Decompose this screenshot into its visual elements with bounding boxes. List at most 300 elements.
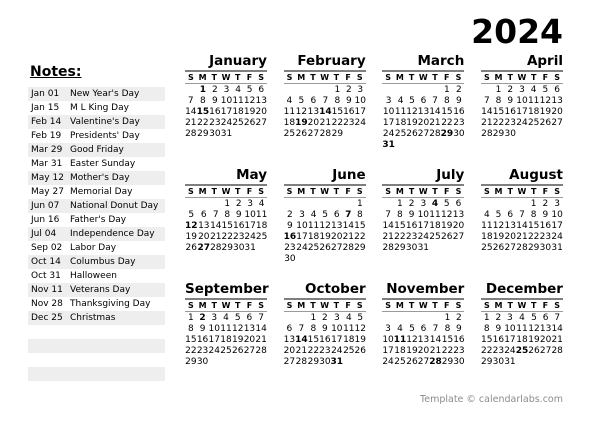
day-cell: 6 — [246, 313, 253, 323]
day-cell: 15 — [331, 107, 344, 117]
day-cell: 1 — [495, 85, 502, 95]
empty-day-cell — [308, 199, 320, 210]
day-cell: 17 — [551, 221, 563, 231]
day-cell: 8 — [357, 210, 363, 220]
day-cell: 17 — [296, 232, 308, 242]
day-cell: 24 — [382, 357, 394, 367]
day-cell: 18 — [307, 232, 320, 242]
empty-day-cell — [382, 313, 393, 324]
day-cell: 24 — [417, 232, 430, 242]
weekday-label: T — [234, 73, 241, 82]
month-title: July — [436, 167, 465, 183]
month-title: March — [417, 53, 465, 69]
day-cell: 4 — [397, 96, 404, 106]
day-cell: 27 — [307, 129, 320, 139]
month-title: December — [485, 281, 563, 297]
weekday-label: W — [221, 301, 231, 310]
day-cell: 15 — [394, 221, 406, 231]
day-cell: 31 — [244, 243, 256, 253]
empty-day-cell — [319, 85, 332, 96]
holiday-day-cell: 14 — [295, 335, 308, 345]
note-date: May 12 — [31, 173, 64, 183]
month-september — [185, 282, 267, 368]
note-row-empty — [28, 353, 165, 367]
weekday-header — [382, 70, 464, 84]
day-cell: 27 — [330, 243, 343, 253]
day-cell: 24 — [208, 346, 220, 356]
weekday-label: T — [530, 187, 537, 196]
empty-day-cell — [296, 199, 308, 210]
empty-day-cell — [429, 85, 440, 96]
empty-day-cell — [244, 357, 256, 368]
day-cell: 22 — [492, 118, 505, 128]
weekday-label: W — [418, 301, 428, 310]
weekday-label: W — [320, 301, 330, 310]
weekday-label: T — [507, 301, 513, 310]
day-cell: 29 — [527, 243, 540, 253]
day-cell: 13 — [255, 96, 267, 106]
day-cell: 8 — [310, 324, 317, 334]
day-cell: 23 — [319, 346, 331, 356]
day-cell: 14 — [481, 107, 493, 117]
day-cell: 9 — [199, 324, 206, 334]
day-cell: 8 — [397, 210, 403, 220]
empty-day-cell — [406, 313, 417, 324]
day-cell: 7 — [554, 313, 561, 323]
day-cell: 2 — [345, 85, 352, 95]
day-cell: 8 — [224, 210, 231, 220]
day-cell: 11 — [220, 324, 232, 334]
note-row — [28, 255, 165, 269]
day-cell: 8 — [444, 96, 450, 106]
empty-day-cell — [343, 254, 355, 265]
day-cell: 21 — [429, 118, 441, 128]
day-cell: 5 — [357, 313, 364, 323]
day-cell: 18 — [220, 335, 232, 345]
day-cell: 22 — [354, 232, 366, 242]
holiday-day-cell: 15 — [196, 107, 210, 117]
weekday-label: F — [246, 301, 253, 310]
year-title: 2024 — [471, 12, 563, 51]
day-cell: 30 — [504, 129, 516, 139]
day-cell: 14 — [551, 324, 563, 334]
weekday-label: M — [198, 187, 207, 196]
day-cell: 14 — [342, 221, 355, 231]
day-cell: 21 — [382, 232, 394, 242]
day-cell: 28 — [319, 129, 332, 139]
weekday-label: T — [432, 301, 438, 310]
empty-day-cell — [516, 199, 528, 210]
day-cell: 24 — [331, 346, 343, 356]
day-cell: 20 — [330, 232, 343, 242]
dates-grid — [481, 85, 563, 140]
day-cell: 10 — [504, 324, 516, 334]
weekday-label: T — [507, 73, 513, 82]
day-cell: 18 — [394, 346, 406, 356]
weekday-label: W — [221, 73, 231, 82]
weekday-header — [284, 70, 366, 84]
day-cell: 19 — [492, 232, 505, 242]
day-cell: 9 — [345, 96, 352, 106]
empty-day-cell — [406, 140, 417, 151]
weekday-label: S — [187, 301, 194, 310]
day-cell: 1 — [530, 199, 537, 209]
day-cell: 7 — [483, 96, 490, 106]
day-cell: 10 — [296, 221, 308, 231]
day-cell: 24 — [296, 243, 308, 253]
day-cell: 5 — [409, 324, 415, 334]
weekday-label: F — [444, 301, 450, 310]
weekday-label: W — [418, 73, 428, 82]
empty-day-cell — [284, 199, 297, 210]
weekday-label: M — [395, 73, 404, 82]
day-cell: 1 — [444, 313, 451, 323]
day-cell: 6 — [554, 85, 560, 95]
notes-table — [28, 87, 168, 381]
weekday-label: W — [320, 187, 330, 196]
month-title: September — [185, 281, 269, 297]
note-row — [28, 297, 165, 311]
day-cell: 25 — [394, 129, 407, 139]
day-cell: 22 — [481, 346, 493, 356]
footer-credit[interactable]: Template © calendarlabs.com — [420, 394, 563, 405]
dates-grid — [382, 199, 464, 254]
weekday-label: T — [408, 301, 415, 310]
month-march — [382, 54, 464, 151]
day-cell: 26 — [539, 118, 552, 128]
empty-day-cell — [528, 129, 540, 140]
day-cell: 31 — [551, 243, 563, 253]
weekday-label: T — [432, 73, 438, 82]
day-cell: 20 — [255, 107, 267, 117]
day-cell: 9 — [507, 96, 514, 106]
month-august — [481, 168, 563, 254]
note-holiday-name: National Donut Day — [70, 201, 159, 211]
day-cell: 17 — [382, 346, 394, 356]
day-cell: 25 — [527, 118, 540, 128]
holiday-day-cell: 27 — [197, 243, 211, 253]
day-cell: 29 — [354, 243, 366, 253]
day-cell: 28 — [382, 243, 394, 253]
day-cell: 24 — [504, 346, 516, 356]
day-cell: 26 — [319, 243, 331, 253]
day-cell: 2 — [495, 313, 502, 323]
weekday-label: M — [198, 73, 207, 82]
note-row — [28, 241, 165, 255]
day-cell: 15 — [221, 221, 233, 231]
holiday-day-cell: 12 — [185, 221, 198, 231]
day-cell: 28 — [185, 129, 197, 139]
day-cell: 20 — [283, 346, 296, 356]
day-cell: 21 — [516, 232, 528, 242]
day-cell: 26 — [492, 243, 505, 253]
day-cell: 25 — [307, 243, 320, 253]
empty-day-cell — [343, 357, 354, 368]
empty-day-cell — [540, 129, 552, 140]
empty-day-cell — [255, 129, 267, 140]
weekday-label: F — [542, 301, 549, 310]
day-cell: 1 — [310, 313, 317, 323]
month-title: April — [526, 53, 563, 69]
day-cell: 12 — [528, 324, 540, 334]
day-cell: 16 — [405, 221, 418, 231]
day-cell: 28 — [516, 243, 528, 253]
day-cell: 31 — [417, 243, 430, 253]
day-cell: 15 — [441, 335, 454, 345]
day-cell: 3 — [223, 85, 230, 95]
weekday-header — [284, 298, 366, 312]
day-cell: 26 — [528, 346, 540, 356]
day-cell: 13 — [551, 96, 563, 106]
weekday-label: S — [483, 73, 490, 82]
day-cell: 7 — [298, 324, 305, 334]
day-cell: 19 — [406, 346, 418, 356]
day-cell: 3 — [507, 313, 513, 323]
month-december — [481, 282, 563, 368]
day-cell: 28 — [295, 357, 308, 367]
month-title: November — [386, 281, 465, 297]
day-cell: 12 — [354, 324, 366, 334]
dates-grid — [185, 85, 267, 140]
weekday-label: M — [494, 187, 503, 196]
day-cell: 22 — [307, 346, 320, 356]
empty-day-cell — [551, 357, 563, 368]
note-row — [28, 87, 165, 101]
day-cell: 12 — [243, 96, 256, 106]
day-cell: 25 — [394, 357, 406, 367]
note-row — [28, 157, 165, 171]
empty-day-cell — [481, 199, 493, 210]
dates-grid — [284, 313, 366, 368]
day-cell: 19 — [319, 232, 331, 242]
day-cell: 8 — [444, 324, 451, 334]
day-cell: 21 — [429, 346, 442, 356]
note-date: Jan 15 — [31, 103, 60, 113]
weekday-label: F — [542, 73, 549, 82]
empty-day-cell — [516, 129, 528, 140]
day-cell: 12 — [231, 324, 244, 334]
day-cell: 14 — [210, 221, 222, 231]
weekday-label: S — [554, 73, 560, 82]
weekday-label: F — [542, 187, 549, 196]
weekday-label: S — [286, 73, 293, 82]
weekday-label: T — [211, 73, 218, 82]
day-cell: 21 — [185, 118, 197, 128]
notes-heading: Notes: — [30, 64, 82, 80]
day-cell: 21 — [481, 118, 493, 128]
weekday-label: M — [494, 301, 503, 310]
day-cell: 3 — [247, 199, 254, 209]
day-cell: 22 — [527, 232, 540, 242]
holiday-day-cell: 28 — [429, 357, 442, 367]
day-cell: 7 — [187, 96, 194, 106]
empty-day-cell — [244, 129, 256, 140]
weekday-label: T — [333, 301, 340, 310]
day-cell: 20 — [417, 118, 430, 128]
day-cell: 5 — [409, 96, 415, 106]
weekday-label: M — [395, 301, 404, 310]
day-cell: 30 — [539, 243, 552, 253]
day-cell: 4 — [310, 210, 317, 220]
note-holiday-name: Father's Day — [70, 215, 127, 225]
day-cell: 29 — [331, 129, 344, 139]
day-cell: 21 — [551, 335, 563, 345]
day-cell: 17 — [417, 221, 430, 231]
day-cell: 19 — [528, 335, 540, 345]
day-cell: 23 — [232, 232, 245, 242]
weekday-header — [284, 184, 366, 198]
weekday-label: S — [554, 301, 560, 310]
day-cell: 3 — [333, 313, 340, 323]
day-cell: 6 — [420, 324, 427, 334]
day-cell: 1 — [483, 313, 490, 323]
empty-day-cell — [382, 199, 394, 210]
note-holiday-name: Mother's Day — [70, 173, 130, 183]
month-title: May — [236, 167, 267, 183]
day-cell: 9 — [287, 221, 293, 231]
day-cell: 4 — [235, 85, 241, 95]
weekday-label: T — [211, 187, 218, 196]
day-cell: 25 — [283, 129, 296, 139]
day-cell: 28 — [255, 346, 267, 356]
day-cell: 8 — [495, 96, 502, 106]
empty-day-cell — [429, 313, 442, 324]
day-cell: 11 — [429, 210, 441, 220]
empty-day-cell — [284, 85, 295, 96]
holiday-day-cell: 25 — [515, 346, 529, 356]
day-cell: 23 — [343, 118, 355, 128]
empty-day-cell — [418, 140, 429, 151]
weekday-header — [185, 184, 267, 198]
day-cell: 30 — [196, 357, 209, 367]
day-cell: 22 — [441, 346, 454, 356]
dates-grid — [284, 199, 366, 265]
weekday-label: W — [320, 73, 330, 82]
day-cell: 14 — [255, 324, 267, 334]
day-cell: 18 — [481, 232, 493, 242]
months-grid — [185, 54, 563, 368]
day-cell: 3 — [420, 199, 427, 209]
day-cell: 20 — [504, 232, 516, 242]
day-cell: 5 — [542, 85, 549, 95]
note-row-empty — [28, 367, 165, 381]
empty-day-cell — [185, 199, 198, 210]
empty-day-cell — [185, 85, 197, 96]
day-cell: 25 — [232, 118, 244, 128]
weekday-label: T — [310, 73, 316, 82]
empty-day-cell — [210, 199, 221, 210]
weekday-label: S — [455, 187, 462, 196]
day-cell: 12 — [295, 107, 308, 117]
note-holiday-name: Veterans Day — [70, 285, 131, 295]
holiday-day-cell: 4 — [431, 199, 439, 209]
day-cell: 23 — [492, 346, 505, 356]
day-cell: 24 — [551, 232, 563, 242]
weekday-label: S — [187, 187, 194, 196]
empty-day-cell — [493, 199, 505, 210]
day-cell: 21 — [210, 232, 222, 242]
note-row — [28, 213, 165, 227]
dates-grid — [382, 313, 464, 368]
day-cell: 6 — [286, 324, 293, 334]
day-cell: 14 — [429, 107, 441, 117]
day-cell: 27 — [243, 346, 256, 356]
note-date: Feb 14 — [31, 117, 62, 127]
weekday-label: F — [246, 73, 253, 82]
empty-day-cell — [481, 85, 493, 96]
day-cell: 8 — [483, 324, 490, 334]
weekday-label: T — [507, 187, 513, 196]
day-cell: 15 — [185, 335, 197, 345]
empty-day-cell — [220, 357, 232, 368]
note-holiday-name: Columbus Day — [70, 257, 136, 267]
day-cell: 10 — [244, 210, 256, 220]
day-cell: 2 — [321, 313, 328, 323]
month-june — [284, 168, 366, 265]
note-holiday-name: Valentine's Day — [70, 117, 140, 127]
day-cell: 27 — [417, 357, 430, 367]
day-cell: 5 — [495, 210, 502, 220]
day-cell: 14 — [185, 107, 197, 117]
day-cell: 3 — [299, 210, 305, 220]
day-cell: 16 — [453, 107, 465, 117]
note-row — [28, 269, 165, 283]
day-cell: 4 — [519, 313, 525, 323]
day-cell: 5 — [246, 85, 253, 95]
day-cell: 2 — [235, 199, 242, 209]
empty-day-cell — [343, 129, 354, 140]
notes-section — [28, 64, 168, 381]
day-cell: 11 — [232, 96, 244, 106]
empty-day-cell — [453, 243, 465, 254]
weekday-label: T — [432, 187, 438, 196]
day-cell: 29 — [394, 243, 406, 253]
holiday-day-cell: 2 — [199, 313, 206, 323]
day-cell: 4 — [286, 96, 293, 106]
day-cell: 1 — [357, 199, 363, 209]
day-cell: 24 — [516, 118, 528, 128]
day-cell: 27 — [452, 232, 465, 242]
weekday-label: M — [494, 73, 503, 82]
weekday-label: T — [333, 73, 340, 82]
day-cell: 26 — [441, 232, 453, 242]
day-cell: 2 — [456, 85, 462, 95]
day-cell: 10 — [382, 107, 395, 117]
note-date: Jan 01 — [31, 89, 60, 99]
day-cell: 7 — [212, 210, 219, 220]
day-cell: 1 — [334, 85, 341, 95]
day-cell: 27 — [255, 118, 267, 128]
weekday-label: T — [234, 187, 241, 196]
day-cell: 3 — [554, 199, 560, 209]
day-cell: 30 — [492, 357, 505, 367]
note-holiday-name: Christmas — [70, 313, 116, 323]
day-cell: 4 — [345, 313, 352, 323]
weekday-header — [185, 298, 267, 312]
holiday-day-cell: 31 — [330, 357, 344, 367]
day-cell: 22 — [394, 232, 406, 242]
day-cell: 16 — [343, 107, 355, 117]
holiday-day-cell: 7 — [345, 210, 352, 220]
day-cell: 6 — [420, 96, 427, 106]
weekday-label: W — [418, 187, 428, 196]
weekday-header — [382, 184, 464, 198]
day-cell: 12 — [406, 335, 418, 345]
day-cell: 30 — [232, 243, 245, 253]
note-date: Nov 28 — [31, 299, 63, 309]
day-cell: 10 — [516, 96, 528, 106]
day-cell: 16 — [319, 335, 331, 345]
